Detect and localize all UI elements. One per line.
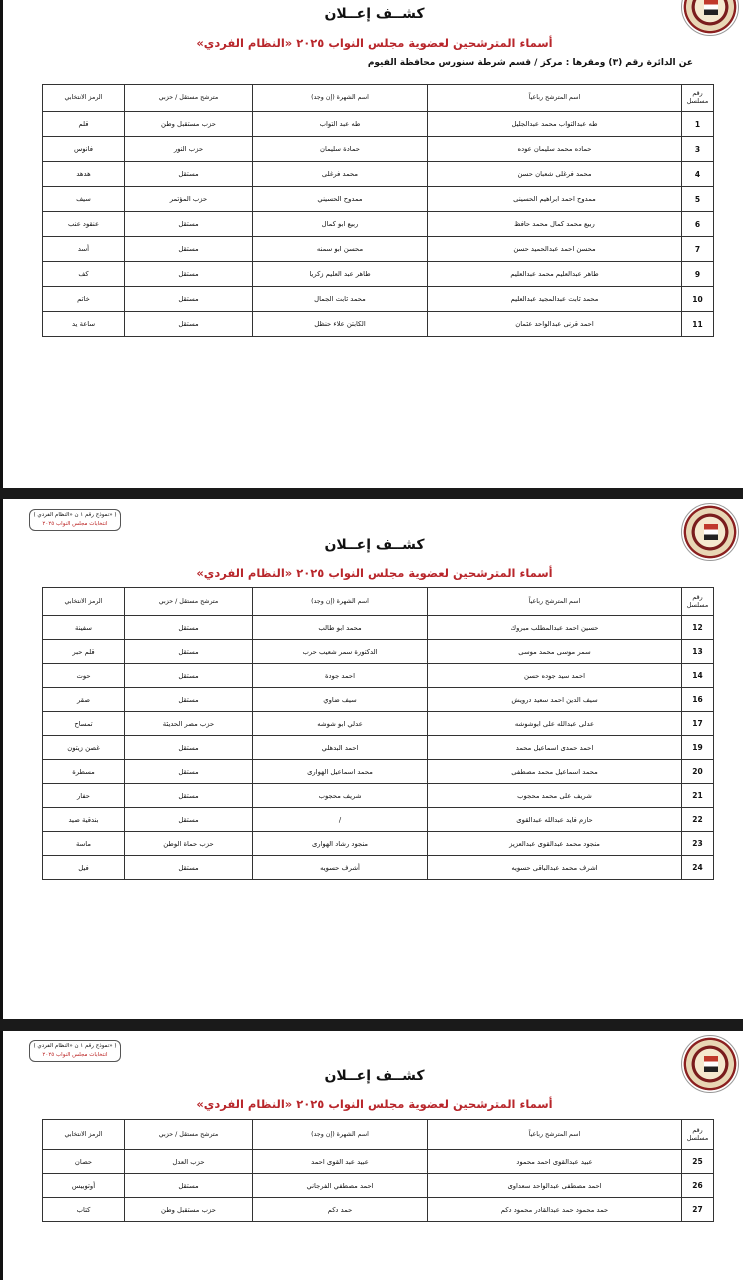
cell-candidate-type: مستقل xyxy=(125,1174,253,1198)
cell-known-as: احمد البدهلي xyxy=(253,736,428,760)
table-row xyxy=(43,640,714,664)
cell-symbol: أسد xyxy=(43,237,125,262)
cell-known-as: ربيع ابو كمال xyxy=(253,212,428,237)
table-row xyxy=(43,712,714,736)
cell-candidate-type: مستقل xyxy=(125,808,253,832)
cell-number: 17 xyxy=(682,712,714,736)
cell-symbol: كف xyxy=(43,262,125,287)
cell-symbol: حوت xyxy=(43,664,125,688)
cell-full-name: محمد اسماعيل محمد مصطفى xyxy=(428,760,682,784)
candidates-table xyxy=(42,1119,714,1222)
header-candidate-type: مترشح مستقل / حزبي xyxy=(125,1120,253,1150)
table-row xyxy=(43,112,714,137)
page-subtitle: أسماء المترشحين لعضوية مجلس النواب ٢٠٢٥ «النظام الفردي» xyxy=(196,1097,553,1111)
cell-candidate-type: مستقل xyxy=(125,688,253,712)
cell-full-name: احمد حمدى اسماعيل محمد xyxy=(428,736,682,760)
cell-known-as: أشرف حسويه xyxy=(253,856,428,880)
cell-symbol: كتاب xyxy=(43,1198,125,1222)
header-full-name: اسم المترشح رباعياً xyxy=(428,588,682,616)
table-row xyxy=(43,187,714,212)
table-row xyxy=(43,212,714,237)
cell-full-name: محمد فرغلى شعبان حسن xyxy=(428,162,682,187)
cell-symbol: حصان xyxy=(43,1150,125,1174)
table-row xyxy=(43,287,714,312)
cell-candidate-type: مستقل xyxy=(125,640,253,664)
cell-number: 11 xyxy=(682,312,714,337)
table-row xyxy=(43,1174,714,1198)
cell-number: 20 xyxy=(682,760,714,784)
table-row xyxy=(43,736,714,760)
cell-number: 12 xyxy=(682,616,714,640)
stamp-line-1: ( نموذج رقم ١ ن «النظام الفردي» ) xyxy=(33,512,117,518)
cell-known-as: شريف محجوب xyxy=(253,784,428,808)
cell-candidate-type: حزب المؤتمر xyxy=(125,187,253,212)
header-full-name: اسم المترشح رباعياً xyxy=(428,1120,682,1150)
page-title: كشــف إعــلان xyxy=(324,1068,425,1084)
header-known-as: اسم الشهرة (إن وجد) xyxy=(253,588,428,616)
cell-known-as: محمد ثابت الجمال xyxy=(253,287,428,312)
page-title: كشــف إعــلان xyxy=(324,537,425,553)
cell-full-name: حسين احمد عبدالمطلب مبروك xyxy=(428,616,682,640)
cell-full-name: ممدوح احمد ابراهيم الحسينى xyxy=(428,187,682,212)
cell-full-name: منجود محمد عبدالقوى عبدالعزيز xyxy=(428,832,682,856)
cell-full-name: احمد مصطفى عبدالواحد سعداوى xyxy=(428,1174,682,1198)
cell-known-as: احمد مصطفي الفرجاني xyxy=(253,1174,428,1198)
table-row xyxy=(43,616,714,640)
document-page-3 xyxy=(0,1031,743,1280)
cell-full-name: احمد قرنى عبدالواحد عثمان xyxy=(428,312,682,337)
cell-symbol: حفار xyxy=(43,784,125,808)
cell-candidate-type: مستقل xyxy=(125,237,253,262)
cell-number: 27 xyxy=(682,1198,714,1222)
form-stamp xyxy=(29,509,121,531)
page-subtitle: أسماء المترشحين لعضوية مجلس النواب ٢٠٢٥ «النظام الفردي» xyxy=(196,36,553,50)
cell-candidate-type: مستقل xyxy=(125,287,253,312)
cell-symbol: بندقية صيد xyxy=(43,808,125,832)
table-row xyxy=(43,137,714,162)
cell-number: 3 xyxy=(682,137,714,162)
table-row xyxy=(43,162,714,187)
cell-candidate-type: مستقل xyxy=(125,760,253,784)
cell-full-name: محسن احمد عبدالحميد حسن xyxy=(428,237,682,262)
cell-symbol: ساعة يد xyxy=(43,312,125,337)
cell-full-name: حمد محمود حمد عبدالقادر محمود دكم xyxy=(428,1198,682,1222)
stamp-line-2: انتخابات مجلس النواب ٢٠٢٥ xyxy=(42,521,108,527)
cell-known-as: طاهر عبد العليم زكريا xyxy=(253,262,428,287)
cell-full-name: سمر موسى محمد موسى xyxy=(428,640,682,664)
cell-full-name: شريف على محمد محجوب xyxy=(428,784,682,808)
cell-candidate-type: حزب مستقبل وطن xyxy=(125,1198,253,1222)
cell-symbol: صقر xyxy=(43,688,125,712)
cell-full-name: سيف الدين احمد سعيد درويش xyxy=(428,688,682,712)
cell-candidate-type: مستقل xyxy=(125,212,253,237)
cell-candidate-type: مستقل xyxy=(125,162,253,187)
header-candidate-type: مترشح مستقل / حزبي xyxy=(125,588,253,616)
cell-known-as: عبيد عبد القوى احمد xyxy=(253,1150,428,1174)
cell-number: 10 xyxy=(682,287,714,312)
cell-candidate-type: مستقل xyxy=(125,262,253,287)
document-page-1 xyxy=(0,0,743,488)
header-known-as: اسم الشهرة (إن وجد) xyxy=(253,85,428,112)
cell-number: 23 xyxy=(682,832,714,856)
table-row xyxy=(43,856,714,880)
cell-full-name: اشرف محمد عبدالباقى حسويه xyxy=(428,856,682,880)
cell-full-name: حازم فايد عبدالله عبدالقوى xyxy=(428,808,682,832)
header-symbol: الرمز الانتخابي xyxy=(43,588,125,616)
stamp-line-2: انتخابات مجلس النواب ٢٠٢٥ xyxy=(42,1052,108,1058)
document-page-2 xyxy=(0,499,743,1019)
cell-number: 9 xyxy=(682,262,714,287)
egypt-emblem-icon xyxy=(681,1035,739,1093)
cell-symbol: ماسة xyxy=(43,832,125,856)
cell-symbol: سيف xyxy=(43,187,125,212)
cell-candidate-type: حزب حماة الوطن xyxy=(125,832,253,856)
cell-candidate-type: مستقل xyxy=(125,616,253,640)
table-row xyxy=(43,262,714,287)
cell-known-as: / xyxy=(253,808,428,832)
header-candidate-type: مترشح مستقل / حزبي xyxy=(125,85,253,112)
cell-number: 4 xyxy=(682,162,714,187)
table-row xyxy=(43,1150,714,1174)
cell-symbol: تمساح xyxy=(43,712,125,736)
cell-known-as: محمد ابو طالب xyxy=(253,616,428,640)
cell-number: 22 xyxy=(682,808,714,832)
cell-candidate-type: حزب العدل xyxy=(125,1150,253,1174)
cell-known-as: الدكتورة سمر شعيب حرب xyxy=(253,640,428,664)
header-number: رقم مسلسل xyxy=(682,1120,714,1150)
cell-symbol: هدهد xyxy=(43,162,125,187)
cell-symbol: أوتوبيس xyxy=(43,1174,125,1198)
page-subtitle: أسماء المترشحين لعضوية مجلس النواب ٢٠٢٥ «النظام الفردي» xyxy=(196,566,553,580)
cell-full-name: حماده محمد سليمان عوده xyxy=(428,137,682,162)
cell-known-as: عدلي ابو شوشه xyxy=(253,712,428,736)
cell-number: 16 xyxy=(682,688,714,712)
cell-known-as: محسن ابو سمنه xyxy=(253,237,428,262)
cell-known-as: منجود رشاد الهوارى xyxy=(253,832,428,856)
table-row xyxy=(43,1198,714,1222)
header-number: رقم مسلسل xyxy=(682,85,714,112)
cell-symbol: قلم xyxy=(43,112,125,137)
table-row xyxy=(43,312,714,337)
cell-candidate-type: مستقل xyxy=(125,736,253,760)
cell-known-as: ممدوح الحسيني xyxy=(253,187,428,212)
cell-candidate-type: مستقل xyxy=(125,312,253,337)
cell-known-as: طه عبد التواب xyxy=(253,112,428,137)
cell-number: 1 xyxy=(682,112,714,137)
cell-full-name: محمد ثابت عبدالمجيد عبدالعليم xyxy=(428,287,682,312)
cell-full-name: ربيع محمد كمال محمد حافظ xyxy=(428,212,682,237)
cell-number: 6 xyxy=(682,212,714,237)
cell-symbol: خاتم xyxy=(43,287,125,312)
candidates-table xyxy=(42,587,714,880)
cell-known-as: سيف ضاوي xyxy=(253,688,428,712)
cell-number: 25 xyxy=(682,1150,714,1174)
cell-full-name: طاهر عبدالعليم محمد عبدالعليم xyxy=(428,262,682,287)
cell-candidate-type: حزب مصر الحديثة xyxy=(125,712,253,736)
cell-known-as: حمد دكم xyxy=(253,1198,428,1222)
cell-full-name: طه عبدالتواب محمد عبدالجليل xyxy=(428,112,682,137)
cell-symbol: مسطرة xyxy=(43,760,125,784)
form-stamp xyxy=(29,1040,121,1062)
cell-symbol: سفينة xyxy=(43,616,125,640)
cell-symbol: قلم حبر xyxy=(43,640,125,664)
page-divider xyxy=(0,1019,743,1031)
candidates-table xyxy=(42,84,714,337)
cell-number: 24 xyxy=(682,856,714,880)
cell-known-as: الكابتن علاء حنظل xyxy=(253,312,428,337)
header-full-name: اسم المترشح رباعياً xyxy=(428,85,682,112)
cell-number: 26 xyxy=(682,1174,714,1198)
table-row xyxy=(43,688,714,712)
cell-number: 19 xyxy=(682,736,714,760)
header-symbol: الرمز الانتخابي xyxy=(43,1120,125,1150)
cell-number: 7 xyxy=(682,237,714,262)
table-row xyxy=(43,760,714,784)
cell-number: 21 xyxy=(682,784,714,808)
stamp-line-1: ( نموذج رقم ١ ن «النظام الفردي» ) xyxy=(33,1043,117,1049)
page-title: كشــف إعــلان xyxy=(324,6,425,22)
cell-number: 13 xyxy=(682,640,714,664)
cell-full-name: احمد سيد جوده حسن xyxy=(428,664,682,688)
cell-symbol: عنقود عنب xyxy=(43,212,125,237)
cell-symbol: فانوس xyxy=(43,137,125,162)
cell-symbol: فيل xyxy=(43,856,125,880)
cell-number: 14 xyxy=(682,664,714,688)
cell-candidate-type: حزب مستقبل وطن xyxy=(125,112,253,137)
header-number: رقم مسلسل xyxy=(682,588,714,616)
table-row xyxy=(43,237,714,262)
cell-known-as: حمادة سليمان xyxy=(253,137,428,162)
table-row xyxy=(43,784,714,808)
cell-candidate-type: مستقل xyxy=(125,856,253,880)
cell-candidate-type: مستقل xyxy=(125,784,253,808)
cell-full-name: عدلى عبدالله على ابوشوشه xyxy=(428,712,682,736)
cell-symbol: غصن زيتون xyxy=(43,736,125,760)
table-row xyxy=(43,808,714,832)
cell-full-name: عبيد عبدالقوى احمد محمود xyxy=(428,1150,682,1174)
cell-number: 5 xyxy=(682,187,714,212)
header-symbol: الرمز الانتخابي xyxy=(43,85,125,112)
district-line: عن الدائرة رقم (٣) ومقرها : مركز / قسم شرطة سنورس محافظة الفيوم xyxy=(367,58,693,68)
cell-candidate-type: مستقل xyxy=(125,664,253,688)
table-row xyxy=(43,664,714,688)
cell-known-as: محمد اسماعيل الهوارى xyxy=(253,760,428,784)
header-known-as: اسم الشهرة (إن وجد) xyxy=(253,1120,428,1150)
cell-candidate-type: حزب النور xyxy=(125,137,253,162)
page-divider xyxy=(0,488,743,499)
cell-known-as: احمد جودة xyxy=(253,664,428,688)
cell-known-as: محمد فرغلى xyxy=(253,162,428,187)
table-row xyxy=(43,832,714,856)
